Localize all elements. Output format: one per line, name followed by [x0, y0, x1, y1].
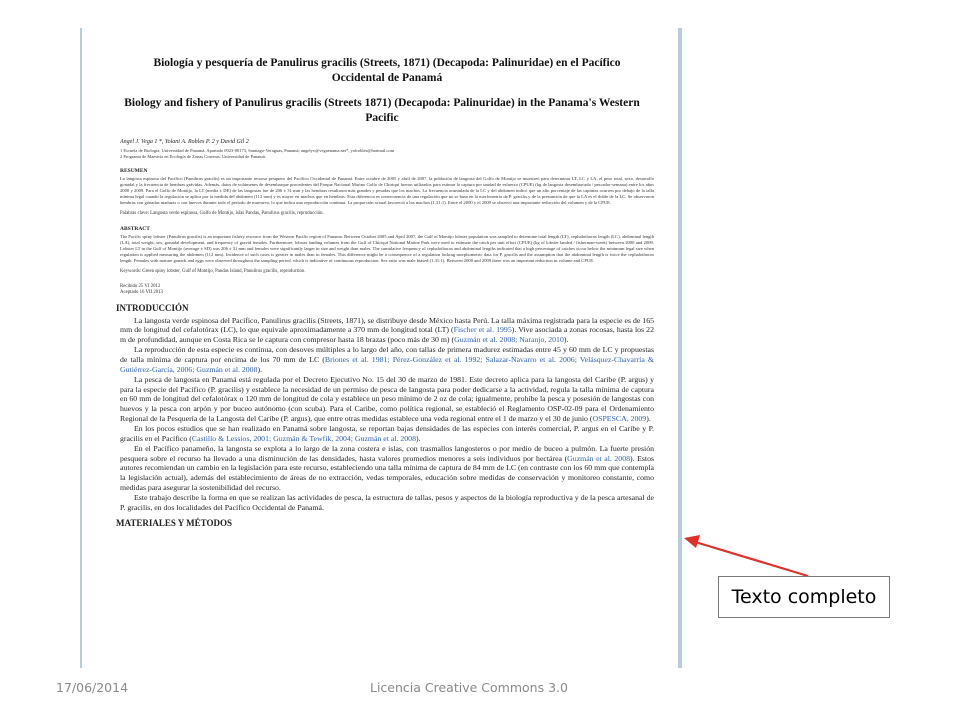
resumen-text: La langosta espinosa del Pacífico (Panulirus gracilis) es un importante recurso pesquero del Pacífico Occidental de Panamá. Entre octubre de 2005 y abril de 2007, la población de langosta del Golfo de Montijo se muestreó para determinar LT, LC y LA, el peso total, sexo, desarrollo gonadal y la frecuencia de hembras grávidas. Además, datos de volúmenes de desembarque procedentes del Parque Nacional Marino Golfo de Chiriquí fueron utilizados para estimar la captura por unidad de esfuerzo (CPUE) (kg de langosta desembarcada / pescador-semana) entre los años 2000 y 2009. Para el Golfo de Montijo, la LT (media ± DE) de las langostas fue de 206 ± 31 mm y las hembras resultaron más grandes y pesadas que los machos. La frecuencia acumulada de la LC y del abdomen indicó que un alto porcentaje de las capturas ocurren por debajo de la talla mínima legal cuando la regulación se aplica por la medida del abdomen (112 mm) y es mayor en machos que en hembras. Esta diferencia es consecuencia de una regulación que no se basa en la morfometría de P. gracilis y de la presunción de que la LA es el doble de la LC. Se observaron hembras con gónadas maduras o con huevos durante todo el período de muestreo, lo que indica una reproducción continua. La proporción sexual favoreció a los machos (1.31:1). Entre el 2000 y el 2009 se observó una importante reducción del volumen y de la CPUE.	[120, 176, 654, 206]
affiliation-1: 1 Escuela de Biología, Universidad de Panamá. Apartado 0923-00173, Santiago-Veraguas, Panamá; angelyv@vegaenama.net*, yolrobles@hotmail.com	[120, 148, 395, 153]
document-preview	[80, 28, 682, 668]
footer-date: 17/06/2014	[56, 680, 129, 695]
intro-paragraph-5	[120, 444, 654, 492]
p1-text-3: ).	[563, 334, 569, 344]
paper-page	[86, 28, 674, 668]
received-date	[120, 284, 654, 297]
recibido-text: Recibido 25 VI 2012	[120, 283, 161, 289]
p2-text: La reproducción de esta especie es continua, con desoves múltiples a lo largo del año, con tallas de primera madurez estimadas entre 45 y 60 mm de LC y propuestas de talla mínima de captura por encima de los 70 mm de LC (	[120, 345, 654, 364]
resumen-heading: RESUMEN	[120, 168, 148, 174]
citation-link[interactable]: OSPESCA, 2009	[592, 413, 647, 423]
citation-link[interactable]: Castillo & Lessios, 2001; Guzmán & Tewfik, 2004; Guzmán et al. 2008	[191, 433, 416, 443]
intro-paragraph-4	[120, 424, 654, 443]
intro-paragraph-3	[120, 375, 654, 423]
keywords: Keywords: Green spiny lobster, Gulf of Montijo, Pandas Island, Panulirus gracilis, reproduction.	[120, 269, 306, 275]
p2-text-2: ).	[257, 364, 263, 374]
p3-text-2: ).	[646, 413, 651, 423]
p5-text-2: ). Estos autores recomiendan un cambio en la legislación para este recurso, estableciendo una talla mínima de captura de 84 mm de LC (en contraste con los 60 mm que contempla la legislación actual), además del establecimiento de áreas de no extracción, vedas temporales, educación sobre medidas de conservación y monitoreo constante, como medidas para asegurar la sostenibilidad del recurso.	[120, 453, 654, 492]
paper-authors: Angel J. Vega 1 *, Yolani A. Robles P. 2 y David Gil 2	[120, 139, 249, 145]
paper-title-english: Biology and fishery of Panulirus gracilis (Streets 1871) (Decapoda: Palinuridae) in the Panama's Western Pacific	[124, 97, 640, 124]
paper-title-spanish: Biología y pesquería de Panulirus gracilis (Streets, 1871) (Decapoda: Palinuridae) en el Pacífico Occidental de Panamá	[153, 57, 621, 84]
abstract-heading: ABSTRACT	[120, 225, 150, 232]
palabras-clave: Palabras clave: Langosta verde espinosa, Golfo de Montijo, islas Pandas, Panulirus gracilis, reproducción.	[120, 211, 324, 217]
citation-link[interactable]: Guzmán et al. 2008; Naranjo, 2010	[454, 334, 564, 344]
citation-link[interactable]: Briones et al. 1981; Pérez-González et al. 1992; Salazar-Navarro et al. 2006; Velásquez-Chavarría & Gutiérrez-García, 2006; Guzmán et al. 2008	[120, 354, 655, 374]
p1-text: La langosta verde espinosa del Pacífico, Panulirus gracilis (Streets, 1871), se distribuye desde México hasta Perú. La talla máxima registrada para la especie es de 165 mm de longitud del cefalotórax (LC), lo que equivale aproximadamente a 370 mm de longitud total (LT) (	[120, 315, 654, 335]
full-text-callout: Texto completo	[718, 576, 890, 618]
citation-link[interactable]: Fischer et al. 1995	[453, 325, 512, 335]
p3-text: La pesca de langosta en Panamá está regulada por el Decreto Ejecutivo No. 15 del 30 de marzo de 1981. Este decreto aplica para la langosta del Caribe (P. argus) y para la especie del Pacífico (P. gracilis) y establece la necesidad de un permiso de pesca de langosta para poder dedicarse a la actividad, regula la talla mínima de captura en 60 mm de longitud del cefalotórax o 120 mm de longitud de cola y establece un peso mínimo de 2 oz de cola; igualmente, prohíbe la pesca y posesión de langostas con huevos y la pesca con arpón y por buceo autónomo (con scuba). Para el Caribe, como política regional, se estableció el Reglamento OSP-02-09 para el Ordenamiento Regional de la Pesquería de la Langosta del Caribe (P. argus), que entre otras medidas establece una veda regional entre el 1 de marzo y el 30 de junio (	[120, 375, 654, 423]
intro-paragraph-6: Este trabajo describe la forma en que se realizan las actividades de pesca, la estructura de tallas, pesos y aspectos de la biología reproductiva y de la pesca artesanal de P. gracilis, en dos localidades del Pacífico Occidental de Panamá.	[120, 493, 654, 512]
p4-text: En los pocos estudios que se han realizado en Panamá sobre langosta, se reportan bajas densidades de las especies con interés comercial, P. argus en el Caribe y P. gracilis en el Pacífico (	[120, 424, 654, 443]
p1-text-2: ). Vive asociada a zonas rocosas, hasta los 22 m de profundidad, aunque en Costa Rica se le captura con compresor hasta 18 brazas (poco más de 30 m) (	[120, 325, 654, 344]
aceptado-text: Aceptado 16 VII 2013	[120, 290, 163, 296]
introduccion-heading: INTRODUCCIÓN	[116, 302, 189, 313]
arrow-line	[692, 541, 808, 576]
affiliation-2: 2 Programa de Maestría en Ecología de Zonas Costeras. Universidad de Panamá.	[120, 154, 266, 159]
intro-paragraph-2	[120, 345, 654, 374]
arrow-head-icon	[684, 535, 700, 548]
intro-paragraph-1	[120, 316, 654, 345]
p5-text: En el Pacífico panameño, la langosta se explota a lo largo de la zona costera e islas, con trasmallos langosteros o por medio de buceo a pulmón. La fuerte presión pesquera sobre el recurso ha llevado a una disminución de las densidades, hasta valores promedios menores a seis individuos por hectárea (	[120, 444, 654, 463]
p4-text-2: ).	[415, 433, 421, 443]
citation-link[interactable]: Guzmán et al. 2008	[567, 453, 631, 463]
abstract-text: The Pacific spiny lobster (Panulirus gracilis) is an important fishery resource from the Western Pacific region of Panama. Between October 2005 and April 2007, the Gulf of Montijo lobster population was sampled to determine total length (LT), cephalothorax length (LC), abdominal length (LA), total weight, sex, gonadal development, and frequency of gravid females. Furthermore, lobster landing volumes from the Gulf of Chiriquí National Marine Park were used to estimate the catch per unit effort (CPUE) (kg of lobster landed / fisherman-week) between 2000 and 2009. Lobster LT in the Gulf of Montijo (average ± SD) was 206 ± 31 mm and females were significantly larger in size and weight than males. The cumulative frequency of cephalothorax and abdominal lengths indicated that a high percentage of catches occur below the minimum legal size when regulation is applied measuring the abdomen (112 mm). Incidence of such cases is greater in males than in females. This difference might be a consequence of a regulation lacking morphometric data for P. gracilis and the assumption that the abdominal length is twice the cephalothorax length. Females with mature gonads and eggs were observed throughout the sampling period, which is indicative of continuous reproduction. Sex ratio was male biased (1.31:1). Between 2000 and 2009 there was an important reduction in volume and CPUE.	[120, 233, 654, 264]
footer-license: Licencia Creative Commons 3.0	[370, 680, 568, 695]
materiales-heading: MATERIALES Y MÉTODOS	[116, 518, 233, 529]
